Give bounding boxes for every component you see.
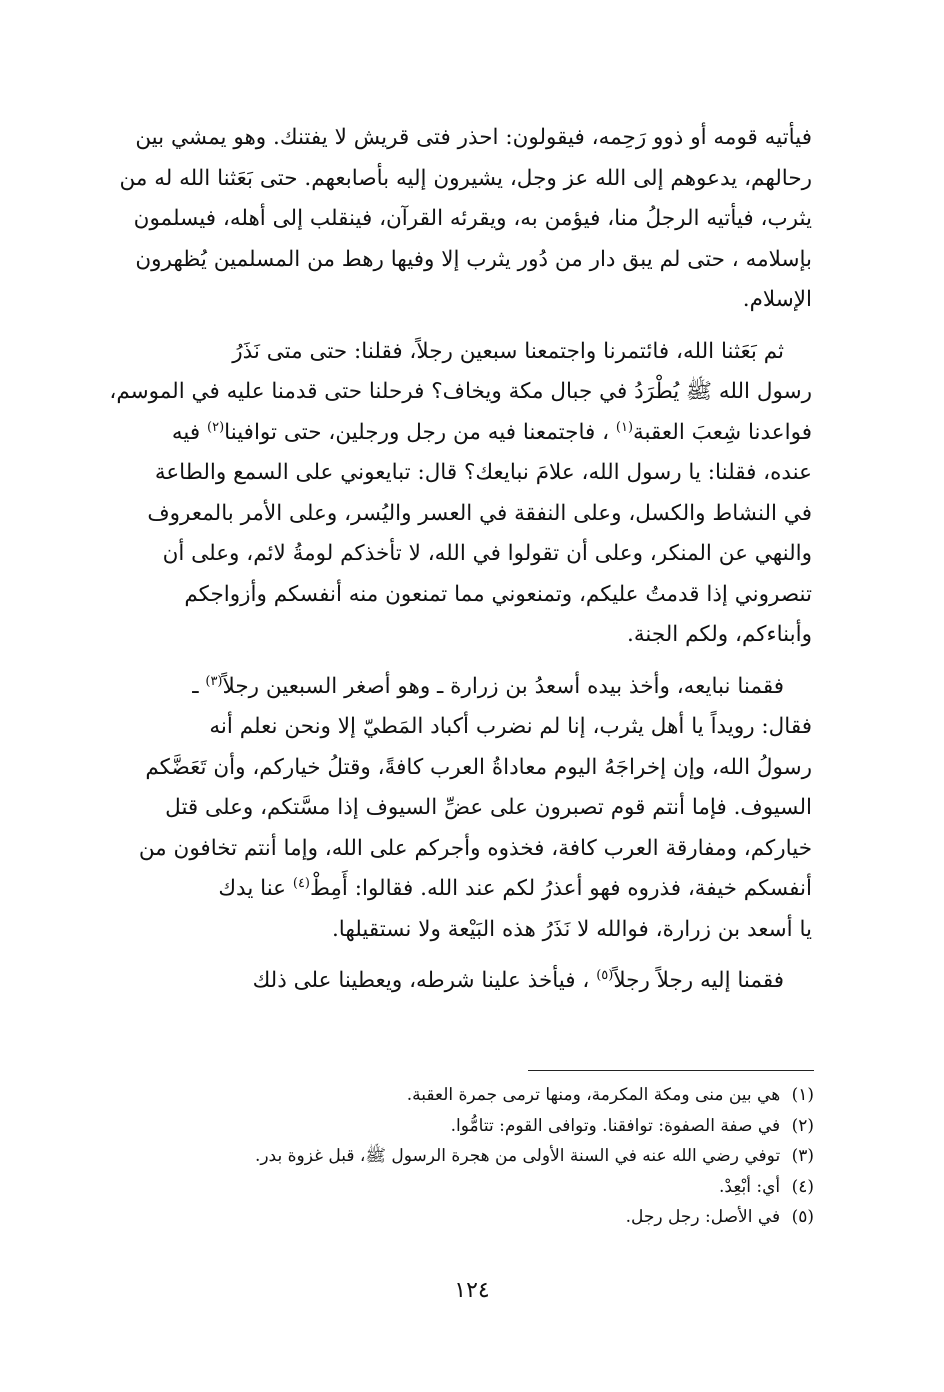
paragraph-2 (82, 332, 812, 656)
footnote-ref-3: (٣) (205, 673, 223, 689)
footnote-5 (120, 1202, 814, 1233)
text-line: رسول الله ﷺ يُطْرَدُ في جبال مكة ويخاف؟ فرحلنا حتى قدمنا عليه في الموسم، (109, 379, 812, 404)
text-fragment: ، فاجتمعنا فيه من رجل ورجلين، حتى توافينا (224, 419, 610, 445)
text-fragment: ـ (192, 673, 199, 699)
text-line: تنصروني إذا قدمتُ عليكم، وتمنعوني مما تمنعون منه أنفسكم وأزواجكم (184, 581, 812, 607)
text-fragment: فقمنا إليه رجلاً رجلاً (613, 968, 784, 993)
footnote-text: أي: أبْعِدْ. (719, 1176, 781, 1197)
text-line (82, 667, 812, 708)
text-line (82, 961, 812, 1002)
text-fragment: ، فيأخذ علينا شرطه، ويعطينا على ذلك (252, 968, 590, 993)
paragraph-4 (82, 961, 812, 1002)
text-line: عنده، فقلنا: يا رسول الله، علامَ نبايعك؟ قال: تبايعوني على السمع والطاعة (154, 460, 812, 485)
text-fragment: عنا يدك (218, 876, 287, 901)
footnote-ref-4: (٤) (292, 875, 310, 891)
text-fragment: أنفسكم خيفة، فذروه فهو أعذرُ لكم عند الله. فقالوا: أَمِطْ (310, 876, 812, 901)
text-line: خياركم، ومفارقة العرب كافة، فخذوه وأجركم على الله، وإما أنتم تخافون من (138, 835, 812, 861)
text-line: في النشاط والكسل، وعلى النفقة في العسر واليُسر، وعلى الأمر بالمعروف (147, 500, 812, 526)
paragraph-1 (82, 118, 812, 321)
footnotes (120, 1080, 814, 1233)
footnote-ref-2: (٢) (207, 419, 225, 435)
footnote-4 (120, 1172, 814, 1203)
text-line: يثرب، فيأتيه الرجلُ منا، فيؤمن به، ويقرئه القرآن، فينقلب إلى أهله، فيسلمون (133, 206, 812, 231)
text-line: رحالهم، يدعوهم إلى الله عز وجل، يشيرون إليه بأصابعهم. حتى بَعَثنا الله له من (119, 165, 812, 191)
footnote-ref-5: (٥) (596, 967, 614, 983)
text-line (82, 413, 812, 454)
text-line: يا أسعد بن زرارة، فوالله لا نَذَرُ هذه البَيْعة ولا نستقيلها. (331, 916, 812, 942)
footnote-ref-1: (١) (615, 419, 634, 435)
text-line: فيأتيه قومه أو ذوو رَحِمه، فيقولون: احذر فتى قريش لا يفتنك. وهو يمشي بين (135, 125, 812, 150)
text-line: فقال: رويداً يا أهل يثرب، إنا لم نضرب أكباد المَطيّ إلا ونحن نعلم أنه (209, 714, 812, 739)
text-line: الإسلام. (742, 287, 812, 312)
footnote-number: (٥) (791, 1207, 814, 1227)
text-line: والنهي عن المنكر، وعلى أن تقولوا في الله، لا تأخذكم لومةُ لائم، وعلى أن (162, 541, 812, 566)
text-line: وأبناءكم، ولكم الجنة. (626, 622, 812, 647)
text-line: بإسلامه ، حتى لم يبق دار من دُور يثرب إلا وفيها رهط من المسلمين يُظهرون (135, 246, 812, 272)
footnote-2 (120, 1111, 814, 1142)
footnote-text: في صفة الصفوة: توافقنا. وتوافى القوم: تتامُّوا. (450, 1115, 781, 1136)
footnote-number: (٣) (791, 1146, 814, 1166)
footnote-text: في الأصل: رجل رجل. (625, 1207, 781, 1227)
footnote-1 (120, 1080, 814, 1111)
paragraph-3 (82, 667, 812, 951)
footnote-number: (٢) (791, 1115, 814, 1136)
text-line (82, 869, 812, 910)
text-fragment: فواعدنا شِعبَ العقبة (633, 419, 812, 445)
footnote-3 (120, 1141, 814, 1172)
text-line: السيوف. فإما أنتم قوم تصبرون على عضِّ السيوف إذا مسَّتكم، وعلى قتل (165, 795, 812, 820)
text-fragment: فقمنا نبايعه، وأخذ بيده أسعدُ بن زرارة ـ وهو أصغر السبعين رجلاً (222, 673, 784, 699)
page-body (82, 118, 812, 1013)
text-line: رسولُ الله، وإن إخراجَهُ اليوم معاداةُ العرب كافةً، وقتلُ خياركم، وأن تَعَضَّكم (145, 754, 812, 780)
footnote-divider (528, 1070, 814, 1071)
text-fragment: فيه (171, 419, 201, 445)
footnote-number: (١) (791, 1085, 814, 1105)
footnote-number: (٤) (791, 1176, 814, 1197)
text-line: ثم بَعَثنا الله، فائتمرنا واجتمعنا سبعين رجلاً، فقلنا: حتى متى نَذَرُ (232, 338, 784, 364)
page-number: ١٢٤ (454, 1278, 490, 1303)
footnote-text: توفي رضي الله عنه في السنة الأولى من هجرة الرسول ﷺ، قبل غزوة بدر. (254, 1146, 781, 1166)
footnote-text: هي بين منى ومكة المكرمة، ومنها ترمى جمرة العقبة. (406, 1085, 781, 1105)
